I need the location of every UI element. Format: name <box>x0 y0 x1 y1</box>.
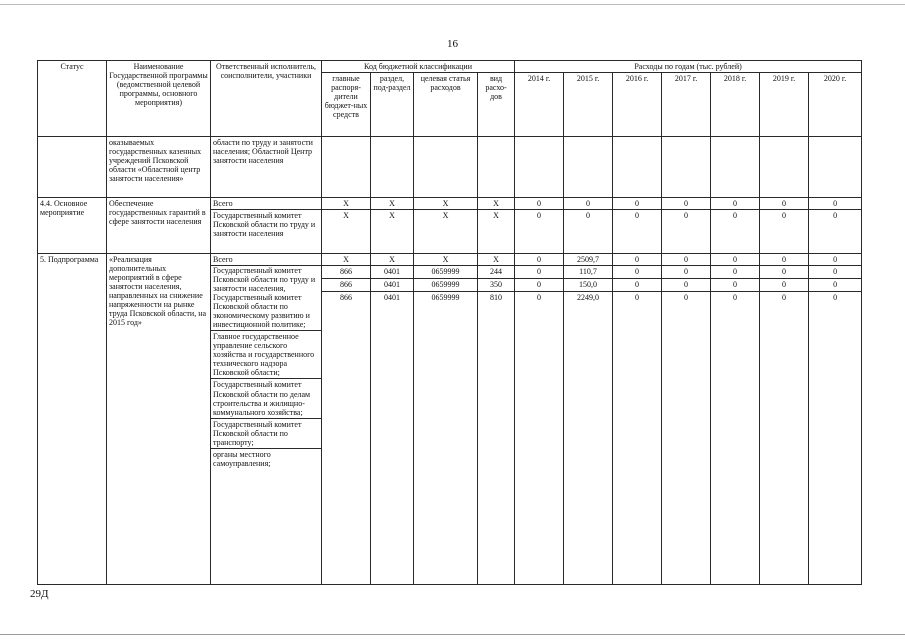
header-year: 2014 г. <box>515 73 564 137</box>
executor-block: органы местного самоуправления; <box>213 449 271 468</box>
year-value: 0 <box>711 254 760 266</box>
header-bc-type: вид расхо-дов <box>478 73 515 137</box>
code-cell: Х <box>414 198 478 210</box>
page-stamp: 29Д <box>30 588 49 600</box>
year-value: 0 <box>809 279 862 292</box>
code-cell: Х <box>371 198 414 210</box>
event-4-4-name: Обеспечение государственных гарантий в сфере занятости населения <box>107 198 211 254</box>
year-value: 150,0 <box>564 279 613 292</box>
header-bc-main: главные распоря-дители бюджет-ных средств <box>322 73 371 137</box>
year-value: 2249,0 <box>564 292 613 305</box>
year-value: 2509,7 <box>564 254 613 266</box>
code-cell: Х <box>371 210 414 254</box>
code-cell: 0401 <box>371 279 414 292</box>
year-value: 0 <box>711 198 760 210</box>
table-row <box>38 254 862 266</box>
code-cell: 866 <box>322 279 371 292</box>
continuation-name: оказываемых государственных казенных учреждений Псковской области «Областной центр занятости населения» <box>107 137 211 198</box>
year-value: 0 <box>515 210 564 254</box>
year-value: 0 <box>564 210 613 254</box>
year-value: 0 <box>662 210 711 254</box>
continuation-executor: области по труду и занятости населения; Областной Центр занятости населения <box>211 137 322 198</box>
code-cell: Х <box>414 210 478 254</box>
year-value: 0 <box>809 210 862 254</box>
header-executor: Ответственный исполнитель, соисполнители, участники <box>211 61 322 137</box>
code-cell: Х <box>414 254 478 266</box>
code-cell: Х <box>322 210 371 254</box>
subprogram-5-executors <box>211 266 322 585</box>
year-value: 0 <box>711 266 760 279</box>
header-year: 2016 г. <box>613 73 662 137</box>
year-value: 0 <box>760 266 809 279</box>
header-bc-target: целевая статья расходов <box>414 73 478 137</box>
event-4-4-executor-total: Всего <box>211 198 322 210</box>
header-year: 2020 г. <box>809 73 862 137</box>
budget-table <box>37 60 862 585</box>
year-value: 0 <box>809 198 862 210</box>
code-cell: Х <box>478 198 515 210</box>
header-year: 2018 г. <box>711 73 760 137</box>
header-year: 2017 г. <box>662 73 711 137</box>
code-cell: 244 <box>478 266 515 279</box>
code-cell: Х <box>478 254 515 266</box>
code-cell: 0659999 <box>414 279 478 292</box>
header-status: Статус <box>38 61 107 137</box>
code-cell: 0401 <box>371 292 414 305</box>
page-number: 16 <box>447 38 458 50</box>
header-budget-code: Код бюджетной классификации <box>322 61 515 73</box>
year-value: 0 <box>613 210 662 254</box>
year-value: 0 <box>662 292 711 305</box>
event-4-4-executor: Государственный комитет Псковской области по труду и занятости населения <box>211 210 322 254</box>
header-row <box>38 61 862 73</box>
event-4-4-status: 4.4. Основное мероприятие <box>38 198 107 254</box>
year-value: 0 <box>613 266 662 279</box>
header-year: 2015 г. <box>564 73 613 137</box>
year-value: 0 <box>515 279 564 292</box>
code-cell: 0401 <box>371 266 414 279</box>
year-value: 0 <box>760 198 809 210</box>
executor-block: Государственный комитет Псковской области по труду и занятости населения, Государственный комитет Псковской области по экономическому развитию и инвестиционной политике; <box>211 266 321 332</box>
year-value: 0 <box>613 292 662 305</box>
year-value: 0 <box>809 292 862 305</box>
year-value: 0 <box>613 254 662 266</box>
year-value: 0 <box>515 198 564 210</box>
year-value: 0 <box>662 279 711 292</box>
year-value: 0 <box>711 279 760 292</box>
year-value: 0 <box>564 198 613 210</box>
year-value: 0 <box>809 266 862 279</box>
year-value: 0 <box>515 266 564 279</box>
scan-edge-bottom <box>0 634 905 635</box>
executor-block: Государственный комитет Псковской области по делам строительства и жилищно-коммунального хозяйства; <box>211 379 321 418</box>
year-value: 0 <box>662 266 711 279</box>
subprogram-5-status: 5. Подпрограмма <box>38 254 107 585</box>
table-row <box>38 198 862 210</box>
year-value: 0 <box>760 210 809 254</box>
executor-block: Главное государственное управление сельского хозяйства и государственного технического надзора Псковской области; <box>211 331 321 379</box>
header-year: 2019 г. <box>760 73 809 137</box>
header-name: Наименование Государственной программы (ведомственной целевой программы, основного мероприятия) <box>107 61 211 137</box>
code-cell: Х <box>322 254 371 266</box>
year-value: 0 <box>515 254 564 266</box>
code-cell: 0659999 <box>414 266 478 279</box>
year-value: 0 <box>711 292 760 305</box>
continuation-row <box>38 137 862 198</box>
year-value: 0 <box>515 292 564 305</box>
scan-edge-top <box>0 4 905 5</box>
header-expenses: Расходы по годам (тыс. рублей) <box>515 61 862 73</box>
year-value: 0 <box>711 210 760 254</box>
continuation-status <box>38 137 107 198</box>
subprogram-5-name: «Реализация дополнительных мероприятий в сфере занятости населения, направленных на снижение напряженности на рынке труда Псковской области, на 2015 год» <box>107 254 211 585</box>
year-value: 0 <box>613 198 662 210</box>
code-cell: Х <box>322 198 371 210</box>
year-value: 110,7 <box>564 266 613 279</box>
year-value: 0 <box>760 254 809 266</box>
code-cell: 866 <box>322 292 371 305</box>
header-bc-section: раздел, под-раздел <box>371 73 414 137</box>
code-cell: 350 <box>478 279 515 292</box>
year-value: 0 <box>809 254 862 266</box>
code-cell: Х <box>478 210 515 254</box>
year-value: 0 <box>662 198 711 210</box>
year-value: 0 <box>760 279 809 292</box>
year-value: 0 <box>662 254 711 266</box>
code-cell: Х <box>371 254 414 266</box>
code-cell: 0659999 <box>414 292 478 305</box>
code-cell: 810 <box>478 292 515 305</box>
year-value: 0 <box>613 279 662 292</box>
subprogram-5-executor-total: Всего <box>211 254 322 266</box>
code-cell: 866 <box>322 266 371 279</box>
year-value: 0 <box>760 292 809 305</box>
executor-block: Государственный комитет Псковской области по транспорту; <box>211 419 321 449</box>
